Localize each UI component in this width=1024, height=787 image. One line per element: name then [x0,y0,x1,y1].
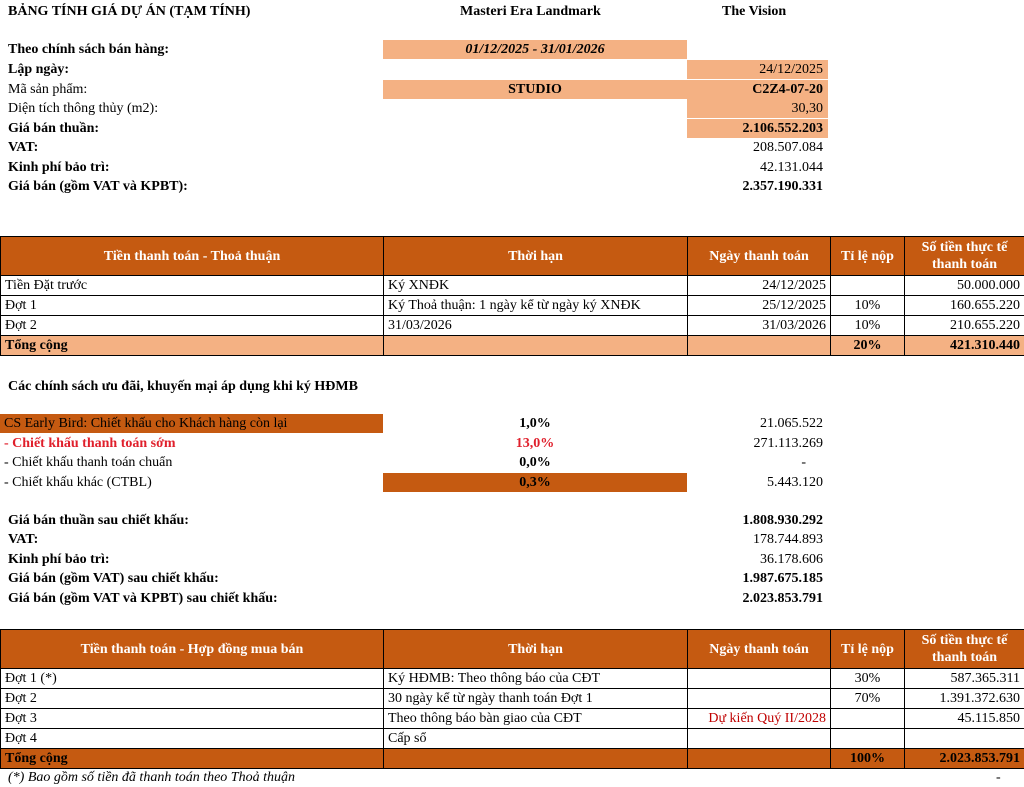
discount-label-early-bird: CS Early Bird: Chiết khấu cho Khách hàng còn lại [0,414,383,433]
table-row [1,669,1024,689]
table-row [1,729,1024,749]
cell-amount: 45.115.850 [905,709,1024,729]
cell-total-date [688,749,831,769]
cell-date: 24/12/2025 [688,276,831,296]
cell-term: Ký HĐMB: Theo thông báo của CĐT [384,669,688,689]
cell-payment: Đợt 1 [1,296,384,316]
project-name: Masteri Era Landmark [460,4,601,19]
cell-term: Theo thông báo bàn giao của CĐT [384,709,688,729]
discount-section-title: Các chính sách ưu đãi, khuyến mại áp dụng khi ký HĐMB [8,379,358,394]
discount-amount-other: 5.443.120 [767,475,823,490]
col-header-term: Thời hạn [384,237,688,276]
cell-payment: Đợt 3 [1,709,384,729]
col-header-payment: Tiền thanh toán - Hợp đồng mua bán [1,630,384,669]
cell-date [688,729,831,749]
table-row [1,276,1024,296]
cell-rate [831,729,905,749]
cell-term: 30 ngày kể từ ngày thanh toán Đợt 1 [384,689,688,709]
cell-payment: Đợt 2 [1,689,384,709]
col-header-amount: Số tiền thực tế thanh toán [905,630,1024,669]
vat-after-value: 178.744.893 [753,532,823,547]
cell-date [688,689,831,709]
cell-date: 31/03/2026 [688,316,831,336]
discount-label-standard: - Chiết khấu thanh toán chuẩn [4,455,173,470]
cell-amount: 160.655.220 [905,296,1024,316]
cell-date [688,669,831,689]
cell-term: Cấp sổ [384,729,688,749]
grand-total-after-value: 2.023.853.791 [742,591,823,606]
col-header-date: Ngày thanh toán [688,237,831,276]
cell-term: Ký Thoả thuận: 1 ngày kể từ ngày ký XNĐK [384,296,688,316]
table-row [1,296,1024,316]
cell-amount: 1.391.372.630 [905,689,1024,709]
cell-term: 31/03/2026 [384,316,688,336]
vat-value: 208.507.084 [753,140,823,155]
discount-label-early-payment: - Chiết khấu thanh toán sớm [4,436,176,451]
maintenance-after-value: 36.178.606 [760,552,823,567]
contract-payment-table [0,629,1024,769]
product-label: Mã sản phẩm: [8,82,88,97]
discount-amount-early-payment: 271.113.269 [753,436,823,451]
cell-total-label: Tổng cộng [1,749,384,769]
policy-label: Theo chính sách bán hàng: [8,42,170,57]
cell-rate: 30% [831,669,905,689]
cell-total-label: Tổng cộng [1,336,384,356]
discount-pct-early-payment: 13,0% [515,436,555,451]
discount-pct-early-bird: 1,0% [519,416,551,431]
table-header-row [1,237,1024,276]
table-row [1,689,1024,709]
cell-total-amount: 421.310.440 [905,336,1024,356]
cell-rate: 70% [831,689,905,709]
cell-total-rate: 20% [831,336,905,356]
cell-payment: Đợt 2 [1,316,384,336]
discount-amount-standard: - [801,455,806,470]
discount-amount-early-bird: 21.065.522 [760,416,823,431]
table-row [1,709,1024,729]
cell-term: Ký XNĐK [384,276,688,296]
cell-date: 25/12/2025 [688,296,831,316]
discount-label-other: - Chiết khấu khác (CTBL) [4,475,152,490]
maintenance-after-label: Kinh phí bảo trì: [8,552,110,567]
footnote-dash: - [996,770,1001,785]
table-total-row [1,336,1024,356]
cell-amount: 50.000.000 [905,276,1024,296]
cell-amount: 210.655.220 [905,316,1024,336]
grand-total-after-label: Giá bán (gồm VAT và KPBT) sau chiết khấu: [8,591,278,606]
footnote: (*) Bao gồm số tiền đã thanh toán theo Thoả thuận [8,770,295,785]
col-header-payment: Tiền thanh toán - Thoả thuận [1,237,384,276]
date-label: Lập ngày: [8,62,70,77]
product-type: STUDIO [383,80,687,99]
discount-pct-standard: 0,0% [519,455,551,470]
cell-rate: 10% [831,296,905,316]
cell-total-date [688,336,831,356]
building-name: The Vision [722,4,787,19]
col-header-rate: Tỉ lệ nộp [831,630,905,669]
policy-period: 01/12/2025 - 31/01/2026 [383,40,687,59]
cell-total-amount: 2.023.853.791 [905,749,1024,769]
cell-payment: Đợt 4 [1,729,384,749]
cell-payment: Đợt 1 (*) [1,669,384,689]
vat-label: VAT: [8,140,39,155]
col-header-rate: Tỉ lệ nộp [831,237,905,276]
area-label: Diện tích thông thủy (m2): [8,101,159,116]
col-header-term: Thời hạn [384,630,688,669]
vat-total-after-label: Giá bán (gồm VAT) sau chiết khấu: [8,571,219,586]
vat-total-after-value: 1.987.675.185 [742,571,823,586]
cell-date: Dự kiến Quý II/2028 [688,709,831,729]
maintenance-label: Kinh phí bảo trì: [8,160,110,175]
cell-payment: Tiền Đặt trước [1,276,384,296]
cell-total-rate: 100% [831,749,905,769]
total-price-label: Giá bán (gồm VAT và KPBT): [8,179,188,194]
sheet-title: BẢNG TÍNH GIÁ DỰ ÁN (TẠM TÍNH) [8,4,251,19]
table-total-row [1,749,1024,769]
date-value: 24/12/2025 [687,60,828,79]
area-value: 30,30 [687,99,828,118]
cell-total-term [384,749,688,769]
total-price-value: 2.357.190.331 [742,179,823,194]
col-header-amount: Số tiền thực tế thanh toán [905,237,1024,276]
agreement-payment-table [0,236,1024,356]
cell-rate [831,276,905,296]
vat-after-label: VAT: [8,532,39,547]
cell-rate: 10% [831,316,905,336]
net-after-value: 1.808.930.292 [742,513,823,528]
net-after-label: Giá bán thuần sau chiết khấu: [8,513,189,528]
table-header-row [1,630,1024,669]
cell-rate [831,709,905,729]
cell-total-term [384,336,688,356]
cell-amount: 587.365.311 [905,669,1024,689]
discount-pct-other: 0,3% [383,473,687,492]
product-code: C2Z4-07-20 [687,80,828,99]
col-header-date: Ngày thanh toán [688,630,831,669]
net-price-value: 2.106.552.203 [687,119,828,138]
cell-amount [905,729,1024,749]
table-row [1,316,1024,336]
maintenance-value: 42.131.044 [760,160,823,175]
net-price-label: Giá bán thuần: [8,121,100,136]
